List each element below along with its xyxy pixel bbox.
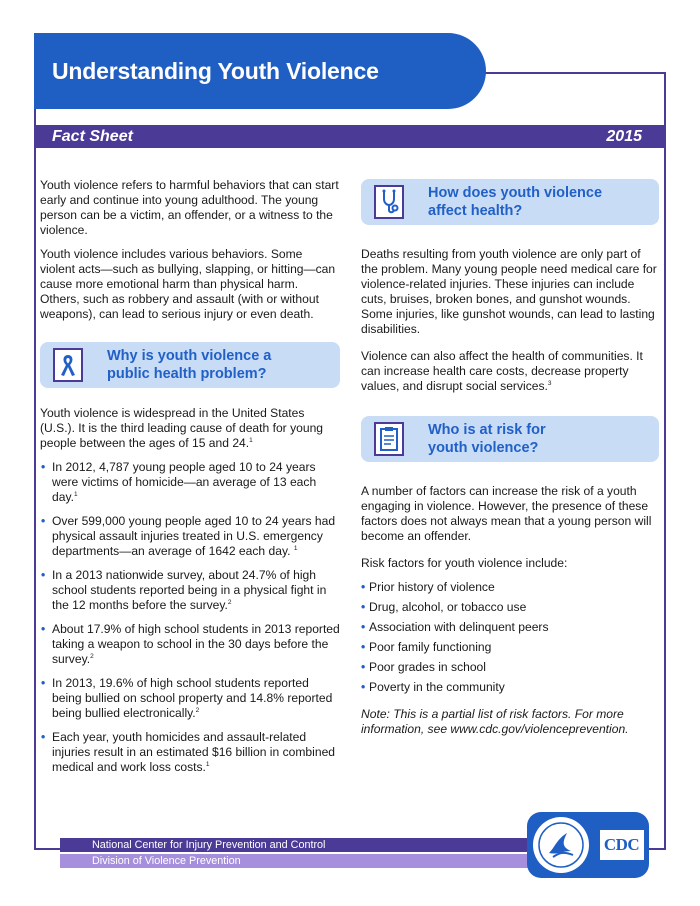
intro-paragraph-2: Youth violence includes various behaviors. Some violent acts—such as bullying, slapping, or hitting—can cause more emotional harm than physical harm. Others, such as robbery and assault (with or without weapons), can lead to serious injury or even death. xyxy=(40,247,336,321)
fact-sheet-label: Fact Sheet xyxy=(52,127,133,145)
risk-factor-item: • Poor family functioning xyxy=(361,640,659,655)
frame-top-edge xyxy=(480,72,666,74)
awareness-ribbon-icon xyxy=(53,348,83,382)
left-column xyxy=(40,178,340,784)
year-label: 2015 xyxy=(606,127,642,145)
footer-center-name: National Center for Injury Prevention and Control xyxy=(60,838,550,852)
health-paragraph-1: Deaths resulting from youth violence are only part of the problem. Many young people need medical care for violence-related injuries. These injuries can include cuts, bruises, broken bones, and gunshot wounds. Some injuries, like gunshot wounds, can lead to lasting disabilities. xyxy=(361,247,657,336)
footer-logo-block xyxy=(527,812,649,878)
right-column xyxy=(361,179,659,746)
why-bullet-item: • In a 2013 nationwide survey, about 24.7% of high school students reported being in a physical fight in the 12 months before the survey.$^2$ xyxy=(40,568,340,613)
risk-factor-item: • Drug, alcohol, or tobacco use xyxy=(361,600,659,615)
why-bullet-list xyxy=(40,460,340,775)
intro-paragraph-1: Youth violence refers to harmful behaviors that can start early and continue into young adulthood. The young person can be a victim, an offender, or a witness to the violence. xyxy=(40,178,339,237)
title-banner xyxy=(34,33,486,109)
hhs-seal-icon xyxy=(533,817,589,873)
risk-factor-item: • Prior history of violence xyxy=(361,580,659,595)
clipboard-icon xyxy=(374,422,404,456)
risk-section-header xyxy=(361,416,659,462)
risk-section-heading: Who is at risk for youth violence? xyxy=(428,422,546,456)
why-section-intro: Youth violence is widespread in the United States (U.S.). It is the third leading cause of death for young people between the ages of 15 and 24.$^1$ xyxy=(40,406,324,450)
why-section-heading: Why is youth violence a public health problem? xyxy=(107,348,272,382)
risk-factor-item: • Association with delinquent peers xyxy=(361,620,659,635)
risk-factor-item: • Poor grades in school xyxy=(361,660,659,675)
page-title: Understanding Youth Violence xyxy=(52,57,379,84)
risk-factor-item: • Poverty in the community xyxy=(361,680,659,695)
why-bullet-item: • About 17.9% of high school students in 2013 reported taking a weapon to school in the 30 days before the survey.$^2$ xyxy=(40,622,340,667)
footer-division-name: Division of Violence Prevention xyxy=(60,854,550,868)
why-bullet-item: • Over 599,000 young people aged 10 to 24 years had physical assault injuries treated in U.S. emergency departments—an average of 1642 each day. $^1$ xyxy=(40,514,340,559)
health-paragraph-2: Violence can also affect the health of communities. It can increase health care costs, decrease property values, and disrupt social services.$^3$ xyxy=(361,349,643,393)
risk-note: Note: This is a partial list of risk factors. For more information, see www.cdc.gov/violenceprevention. xyxy=(361,707,629,736)
why-bullet-item: • Each year, youth homicides and assault-related injuries result in an estimated $16 billion in combined medical and work loss costs.$^1$ xyxy=(40,730,340,775)
stethoscope-icon xyxy=(374,185,404,219)
why-bullet-item: • In 2012, 4,787 young people aged 10 to 24 years were victims of homicide—an average of 13 each day.$^1$ xyxy=(40,460,340,505)
health-section-heading: How does youth violence affect health? xyxy=(428,185,603,219)
risk-factor-list xyxy=(361,580,659,695)
risk-paragraph: A number of factors can increase the risk of a youth engaging in violence. However, the presence of these factors does not always mean that a young person will become an offender. xyxy=(361,484,652,543)
fact-sheet-bar xyxy=(34,125,666,148)
why-section-header xyxy=(40,342,340,388)
risk-list-intro: Risk factors for youth violence include: xyxy=(361,556,568,570)
why-bullet-item: • In 2013, 19.6% of high school students reported being bullied on school property and 14.8% reported being bullied electronically.$^2$ xyxy=(40,676,340,721)
health-section-header xyxy=(361,179,659,225)
cdc-logo: CDC xyxy=(600,830,644,860)
